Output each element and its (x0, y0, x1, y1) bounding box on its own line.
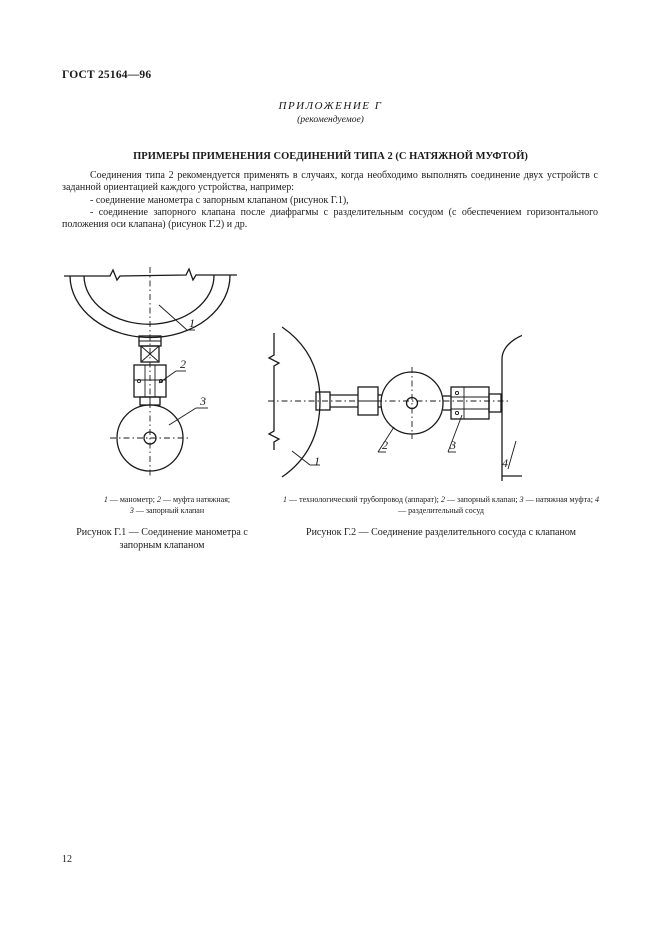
fig2-label-2: 2 (382, 438, 388, 452)
figure-1-caption: Рисунок Г.1 — Соединение манометра с запорным клапаном (76, 527, 248, 551)
fig2-label-3: 3 (450, 438, 456, 452)
fig2-leader-1 (292, 451, 310, 465)
fig2-label-4: 4 (502, 456, 508, 470)
figure-2-drawing (262, 315, 522, 490)
figure-1-legend (62, 495, 272, 516)
legend2-num-3: 3 (519, 495, 524, 504)
legend1-text-3: — запорный клапан (133, 505, 205, 515)
legend2-text-1: — технологический трубопровод (аппарат); (287, 495, 441, 504)
figure-2-caption: Рисунок Г.2 — Соединение разделительного сосуда с клапаном (306, 527, 576, 538)
legend2-num-2: 2 (440, 495, 445, 504)
section-title: ПРИМЕРЫ ПРИМЕНЕНИЯ СОЕДИНЕНИЙ ТИПА 2 (С НАТЯЖНОЙ МУФТОЙ) (133, 151, 528, 162)
fig1-break-line (64, 269, 237, 280)
fig2-label-1: 1 (314, 454, 320, 468)
body-item-2: - соединение запорного клапана после диафрагмы с разделительным сосудом (с обеспечением горизонтального положения оси клапана) (рисунок Г.2) и др. (62, 206, 598, 231)
fig2-leader-4 (508, 441, 516, 469)
fig2-vessel-break (502, 470, 522, 481)
fig2-coupling-dot-1 (455, 391, 458, 394)
fig1-label-1: 1 (189, 316, 195, 330)
body-intro: Соединения типа 2 рекомендуется применять в случаях, когда необходимо выполнять соединение двух устройств с заданной ориентацией каждого устройства, например: (62, 170, 598, 194)
legend1-num-1: 1 (103, 495, 108, 504)
fig2-right-stub (489, 394, 501, 412)
appendix-subtitle: (рекомендуемое) (297, 115, 364, 125)
body-text (62, 170, 598, 231)
legend2-text-3: — натяжная муфта; (523, 495, 595, 504)
fig1-label-2: 2 (180, 357, 186, 371)
legend1-text-1: — манометр; (107, 495, 157, 504)
fig1-leader-2 (159, 371, 176, 383)
appendix-title: ПРИЛОЖЕНИЕ Г (278, 100, 383, 112)
fig2-coupling-dot-2 (455, 411, 458, 414)
fig1-label-3: 3 (200, 394, 206, 408)
figure-2-legend (283, 495, 599, 516)
legend2-text-2: — запорный клапан; (444, 495, 520, 504)
legend1-num-2: 2 (156, 495, 161, 504)
body-item-1: - соединение манометра с запорным клапаном (рисунок Г.1), (90, 194, 349, 206)
legend2-num-4: 4 (595, 495, 599, 504)
legend1-text-2: — муфта натяжная; (160, 495, 231, 504)
document-code: ГОСТ 25164—96 (62, 69, 152, 81)
legend1-num-3: 3 (129, 505, 134, 515)
fig1-leader-3 (169, 408, 196, 425)
legend2-num-1: 1 (283, 495, 287, 504)
figure-1-drawing (62, 265, 272, 490)
fig2-break-line (269, 333, 279, 450)
page-number: 12 (62, 854, 72, 865)
legend2-text-4: — разделительный сосуд (398, 505, 484, 515)
